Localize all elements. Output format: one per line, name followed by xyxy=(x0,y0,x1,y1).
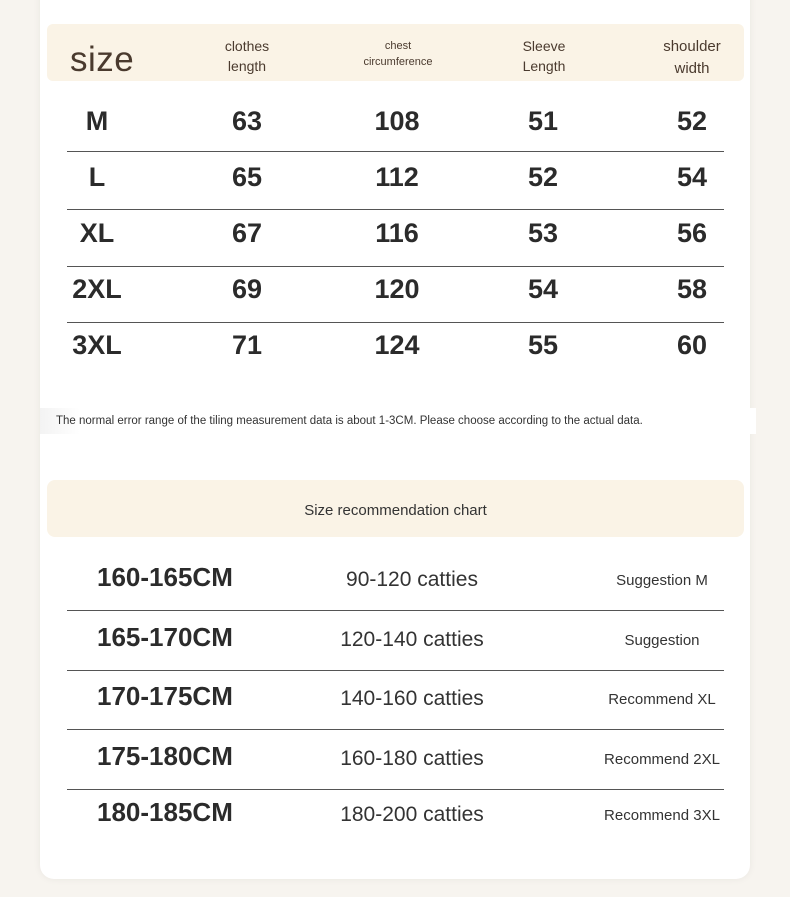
sleeve-cell: 52 xyxy=(527,162,559,192)
header-clothes-length-line1: clothes xyxy=(224,38,270,54)
row-divider xyxy=(67,729,724,730)
size-suggestion: Suggestion M xyxy=(616,572,708,589)
size-suggestion: Recommend 2XL xyxy=(604,751,720,768)
size-row-l xyxy=(67,152,724,208)
size-suggestion: Recommend XL xyxy=(608,691,716,708)
chest-cell: 108 xyxy=(374,106,420,136)
sleeve-cell: 55 xyxy=(527,330,559,360)
header-sleeve-line1: Sleeve xyxy=(522,38,566,54)
shoulder-cell: 56 xyxy=(676,218,708,248)
weight-range: 90-120 catties xyxy=(346,568,478,591)
length-cell: 65 xyxy=(231,162,263,192)
header-sleeve-length xyxy=(494,36,594,76)
header-size: size xyxy=(70,40,135,79)
height-range: 175-180CM xyxy=(97,741,233,771)
chest-cell: 120 xyxy=(374,274,420,304)
row-divider xyxy=(67,670,724,671)
chest-cell: 124 xyxy=(374,330,420,360)
shoulder-cell: 60 xyxy=(676,330,708,360)
size-suggestion: Suggestion xyxy=(624,632,700,649)
chest-cell: 112 xyxy=(375,162,419,192)
length-cell: 63 xyxy=(231,106,263,136)
header-shoulder-line2: width xyxy=(674,60,710,77)
header-chest-circumference xyxy=(348,38,448,70)
size-cell: 3XL xyxy=(72,330,122,360)
recommendation-row xyxy=(67,673,724,730)
sleeve-cell: 53 xyxy=(527,218,559,248)
recommendation-row xyxy=(67,789,724,846)
header-chest-line2: circumference xyxy=(363,56,433,68)
shoulder-cell: 54 xyxy=(676,162,708,192)
header-shoulder-width xyxy=(642,36,742,80)
height-range: 180-185CM xyxy=(97,797,233,827)
recommendation-row xyxy=(67,554,724,611)
size-cell: M xyxy=(85,106,109,136)
row-divider xyxy=(67,610,724,611)
weight-range: 180-200 catties xyxy=(340,803,484,826)
recommendation-row xyxy=(67,614,724,671)
length-cell: 67 xyxy=(231,218,263,248)
recommendation-row xyxy=(67,733,724,790)
header-sleeve-line2: Length xyxy=(522,58,566,74)
weight-range: 120-140 catties xyxy=(340,628,484,651)
header-shoulder-line1: shoulder xyxy=(663,38,721,55)
shoulder-cell: 58 xyxy=(676,274,708,304)
measurement-error-note: The normal error range of the tiling measurement data is about 1-3CM. Please choose according to the actual data. xyxy=(40,408,756,434)
size-row-3xl xyxy=(67,320,724,376)
weight-range: 160-180 catties xyxy=(340,747,484,770)
size-cell: 2XL xyxy=(72,274,122,304)
length-cell: 71 xyxy=(231,330,263,360)
size-row-m xyxy=(67,96,724,152)
sleeve-cell: 51 xyxy=(527,106,559,136)
header-chest-line1: chest xyxy=(384,40,412,52)
weight-range: 140-160 catties xyxy=(340,687,484,710)
size-row-2xl xyxy=(67,264,724,320)
height-range: 170-175CM xyxy=(97,681,233,711)
size-row-xl xyxy=(67,208,724,264)
length-cell: 69 xyxy=(231,274,263,304)
height-range: 160-165CM xyxy=(97,562,233,592)
chest-cell: 116 xyxy=(375,218,419,248)
shoulder-cell: 52 xyxy=(676,106,708,136)
size-suggestion: Recommend 3XL xyxy=(604,807,720,824)
sleeve-cell: 54 xyxy=(527,274,559,304)
size-cell: L xyxy=(88,162,106,192)
recommendation-title: Size recommendation chart xyxy=(47,480,744,537)
header-clothes-length-line2: length xyxy=(227,58,267,74)
size-cell: XL xyxy=(79,218,115,248)
header-clothes-length xyxy=(197,36,297,76)
height-range: 165-170CM xyxy=(97,622,233,652)
